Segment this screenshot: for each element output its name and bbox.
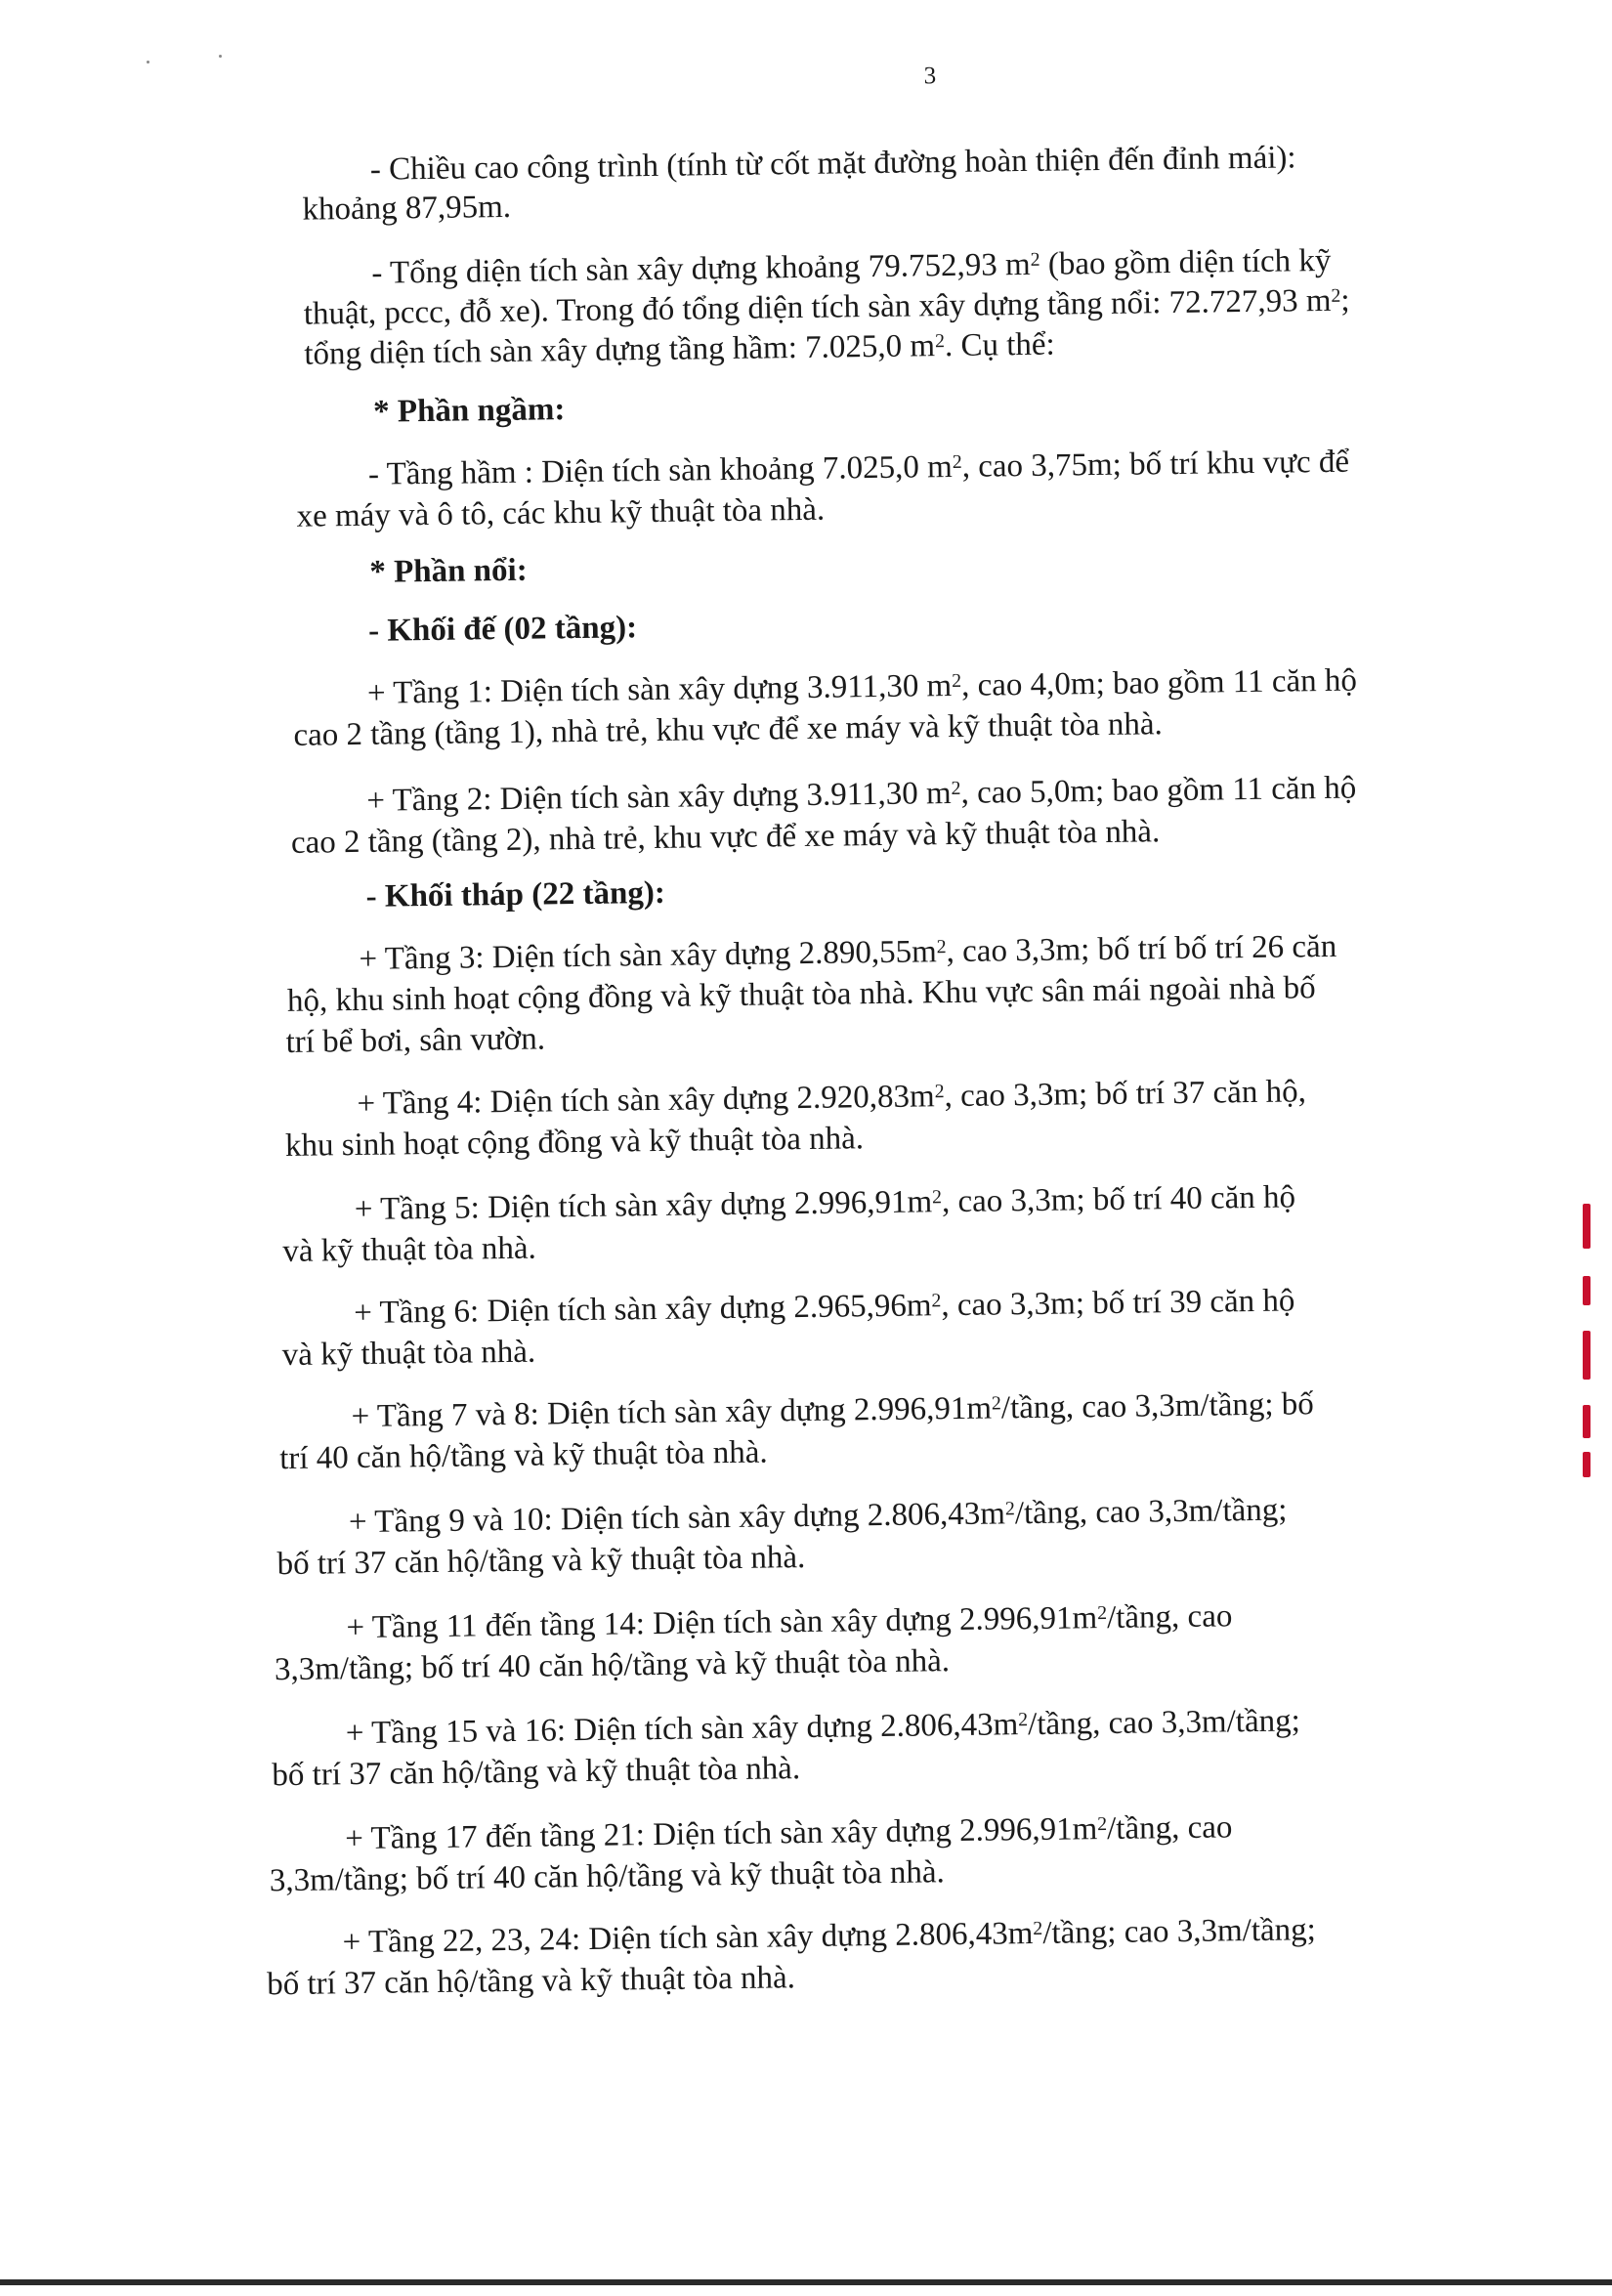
text-line: + Tầng 6: Diện tích sàn xây dựng $2.965,96m^2$, cao 3,3m; bố trí 39 căn hộ xyxy=(354,1283,1295,1332)
text-line: bố trí 37 căn hộ/tầng và kỹ thuật tòa nhà. xyxy=(276,1540,806,1583)
scan-speck xyxy=(147,61,149,64)
stamp-mark xyxy=(1583,1452,1591,1477)
text-line: bố trí 37 căn hộ/tầng và kỹ thuật tòa nhà. xyxy=(272,1751,801,1794)
text-line: + Tầng 17 đến tầng 21: Diện tích sàn xây dựng $2.996,91m^2$/tầng, cao xyxy=(345,1809,1233,1857)
text-line: - Tầng hầm : Diện tích sàn khoảng 7.025,0 $m^2$, cao 3,75m; bố trí khu vực để xyxy=(367,444,1350,492)
text-line: + Tầng 4: Diện tích sàn xây dựng $2.920,83m^2$, cao 3,3m; bố trí 37 căn hộ, xyxy=(357,1074,1307,1123)
stamp-mark xyxy=(1583,1405,1591,1438)
stamp-mark xyxy=(1583,1276,1591,1305)
text-line: + Tầng 3: Diện tích sàn xây dựng $2.890,55m^2$, cao 3,3m; bố trí bố trí 26 căn xyxy=(359,928,1337,977)
superscript: 2 xyxy=(952,669,962,693)
text-line: + Tầng 22, 23, 24: Diện tích sàn xây dựng $2.806,43m^2$/tầng; cao 3,3m/tầng; xyxy=(342,1912,1317,1961)
text-line: 3,3m/tầng; bố trí 40 căn hộ/tầng và kỹ thuật tòa nhà. xyxy=(274,1643,951,1688)
text-line: khu sinh hoạt cộng đồng và kỹ thuật tòa nhà. xyxy=(284,1121,865,1164)
superscript: 2 xyxy=(934,1081,945,1103)
text-line: + Tầng 5: Diện tích sàn xây dựng $2.996,91m^2$, cao 3,3m; bố trí 40 căn hộ xyxy=(354,1179,1296,1228)
superscript: 2 xyxy=(934,330,946,353)
section-heading: * Phần nổi: xyxy=(369,552,528,590)
stamp-mark xyxy=(1583,1331,1591,1380)
text-line: cao 2 tầng (tầng 2), nhà trẻ, khu vực để xe máy và kỹ thuật tòa nhà. xyxy=(290,814,1161,861)
text-line: + Tầng 9 và 10: Diện tích sàn xây dựng $2.806,43m^2$/tầng, cao 3,3m/tầng; xyxy=(348,1492,1288,1541)
text-line: trí bể bơi, sân vườn. xyxy=(285,1021,546,1060)
superscript: 2 xyxy=(1331,284,1341,307)
text-line: trí 40 căn hộ/tầng và kỹ thuật tòa nhà. xyxy=(278,1434,768,1477)
text-line: và kỹ thuật tòa nhà. xyxy=(282,1230,536,1270)
text-line: + Tầng 15 và 16: Diện tích sàn xây dựng $2.806,43m^2$/tầng, cao 3,3m/tầng; xyxy=(345,1703,1300,1752)
section-heading: * Phần ngầm: xyxy=(372,392,566,430)
subsection-heading: - Khối đế (02 tầng): xyxy=(367,610,638,649)
text-line: - Tổng diện tích sàn xây dựng khoảng 79.752,93 $m^2$ (bao gồm diện tích kỹ xyxy=(371,242,1332,291)
text-line: - Chiều cao công trình (tính từ cốt mặt đường hoàn thiện đến đỉnh mái): xyxy=(369,140,1296,188)
scan-bottom-edge xyxy=(0,2279,1612,2285)
superscript: 2 xyxy=(931,1290,942,1312)
superscript: 2 xyxy=(1018,1709,1029,1731)
text-line: + Tầng 2: Diện tích sàn xây dựng 3.911,30 $m^2$, cao 5,0m; bao gồm 11 căn hộ xyxy=(366,770,1357,819)
superscript: 2 xyxy=(952,450,962,474)
superscript: 2 xyxy=(951,777,961,800)
superscript: 2 xyxy=(1030,248,1040,272)
subsection-heading: - Khối tháp (22 tầng): xyxy=(365,874,666,914)
text-line: + Tầng 7 và 8: Diện tích sàn xây dựng $2.996,91m^2$/tầng, cao 3,3m/tầng; bố xyxy=(351,1386,1314,1435)
superscript: 2 xyxy=(1033,1917,1043,1940)
text-line: khoảng 87,95m. xyxy=(302,189,512,228)
text-line: hộ, khu sinh hoạt cộng đồng và kỹ thuật tòa nhà. Khu vực sân mái ngoài nhà bố xyxy=(286,970,1316,1019)
text-line: tổng diện tích sàn xây dựng tầng hầm: 7.025,0 $m^2$. Cụ thể: xyxy=(304,326,1055,372)
text-line: 3,3m/tầng; bố trí 40 căn hộ/tầng và kỹ thuật tòa nhà. xyxy=(269,1854,946,1899)
page-number: 3 xyxy=(923,63,937,90)
text-line: bố trí 37 căn hộ/tầng và kỹ thuật tòa nhà. xyxy=(266,1960,796,2003)
superscript: 2 xyxy=(1004,1498,1015,1520)
text-line: thuật, pccc, đỗ xe). Trong đó tổng diện tích sàn xây dựng tầng nổi: 72.727,93 $m^2$; xyxy=(303,282,1350,332)
superscript: 2 xyxy=(931,1186,943,1209)
text-line: + Tầng 11 đến tầng 14: Diện tích sàn xây dựng $2.996,91m^2$/tầng, cao xyxy=(346,1598,1233,1646)
superscript: 2 xyxy=(1096,1602,1108,1625)
text-line: xe máy và ô tô, các khu kỹ thuật tòa nhà. xyxy=(296,491,826,534)
superscript: 2 xyxy=(936,936,947,958)
superscript: 2 xyxy=(991,1392,1002,1415)
text-line: và kỹ thuật tòa nhà. xyxy=(281,1334,536,1374)
stamp-mark xyxy=(1583,1204,1591,1249)
text-line: cao 2 tầng (tầng 1), nhà trẻ, khu vực để xe máy và kỹ thuật tòa nhà. xyxy=(293,706,1163,753)
scan-speck xyxy=(219,55,222,58)
text-line: + Tầng 1: Diện tích sàn xây dựng 3.911,30 $m^2$, cao 4,0m; bao gồm 11 căn hộ xyxy=(366,662,1358,711)
superscript: 2 xyxy=(1097,1813,1108,1836)
